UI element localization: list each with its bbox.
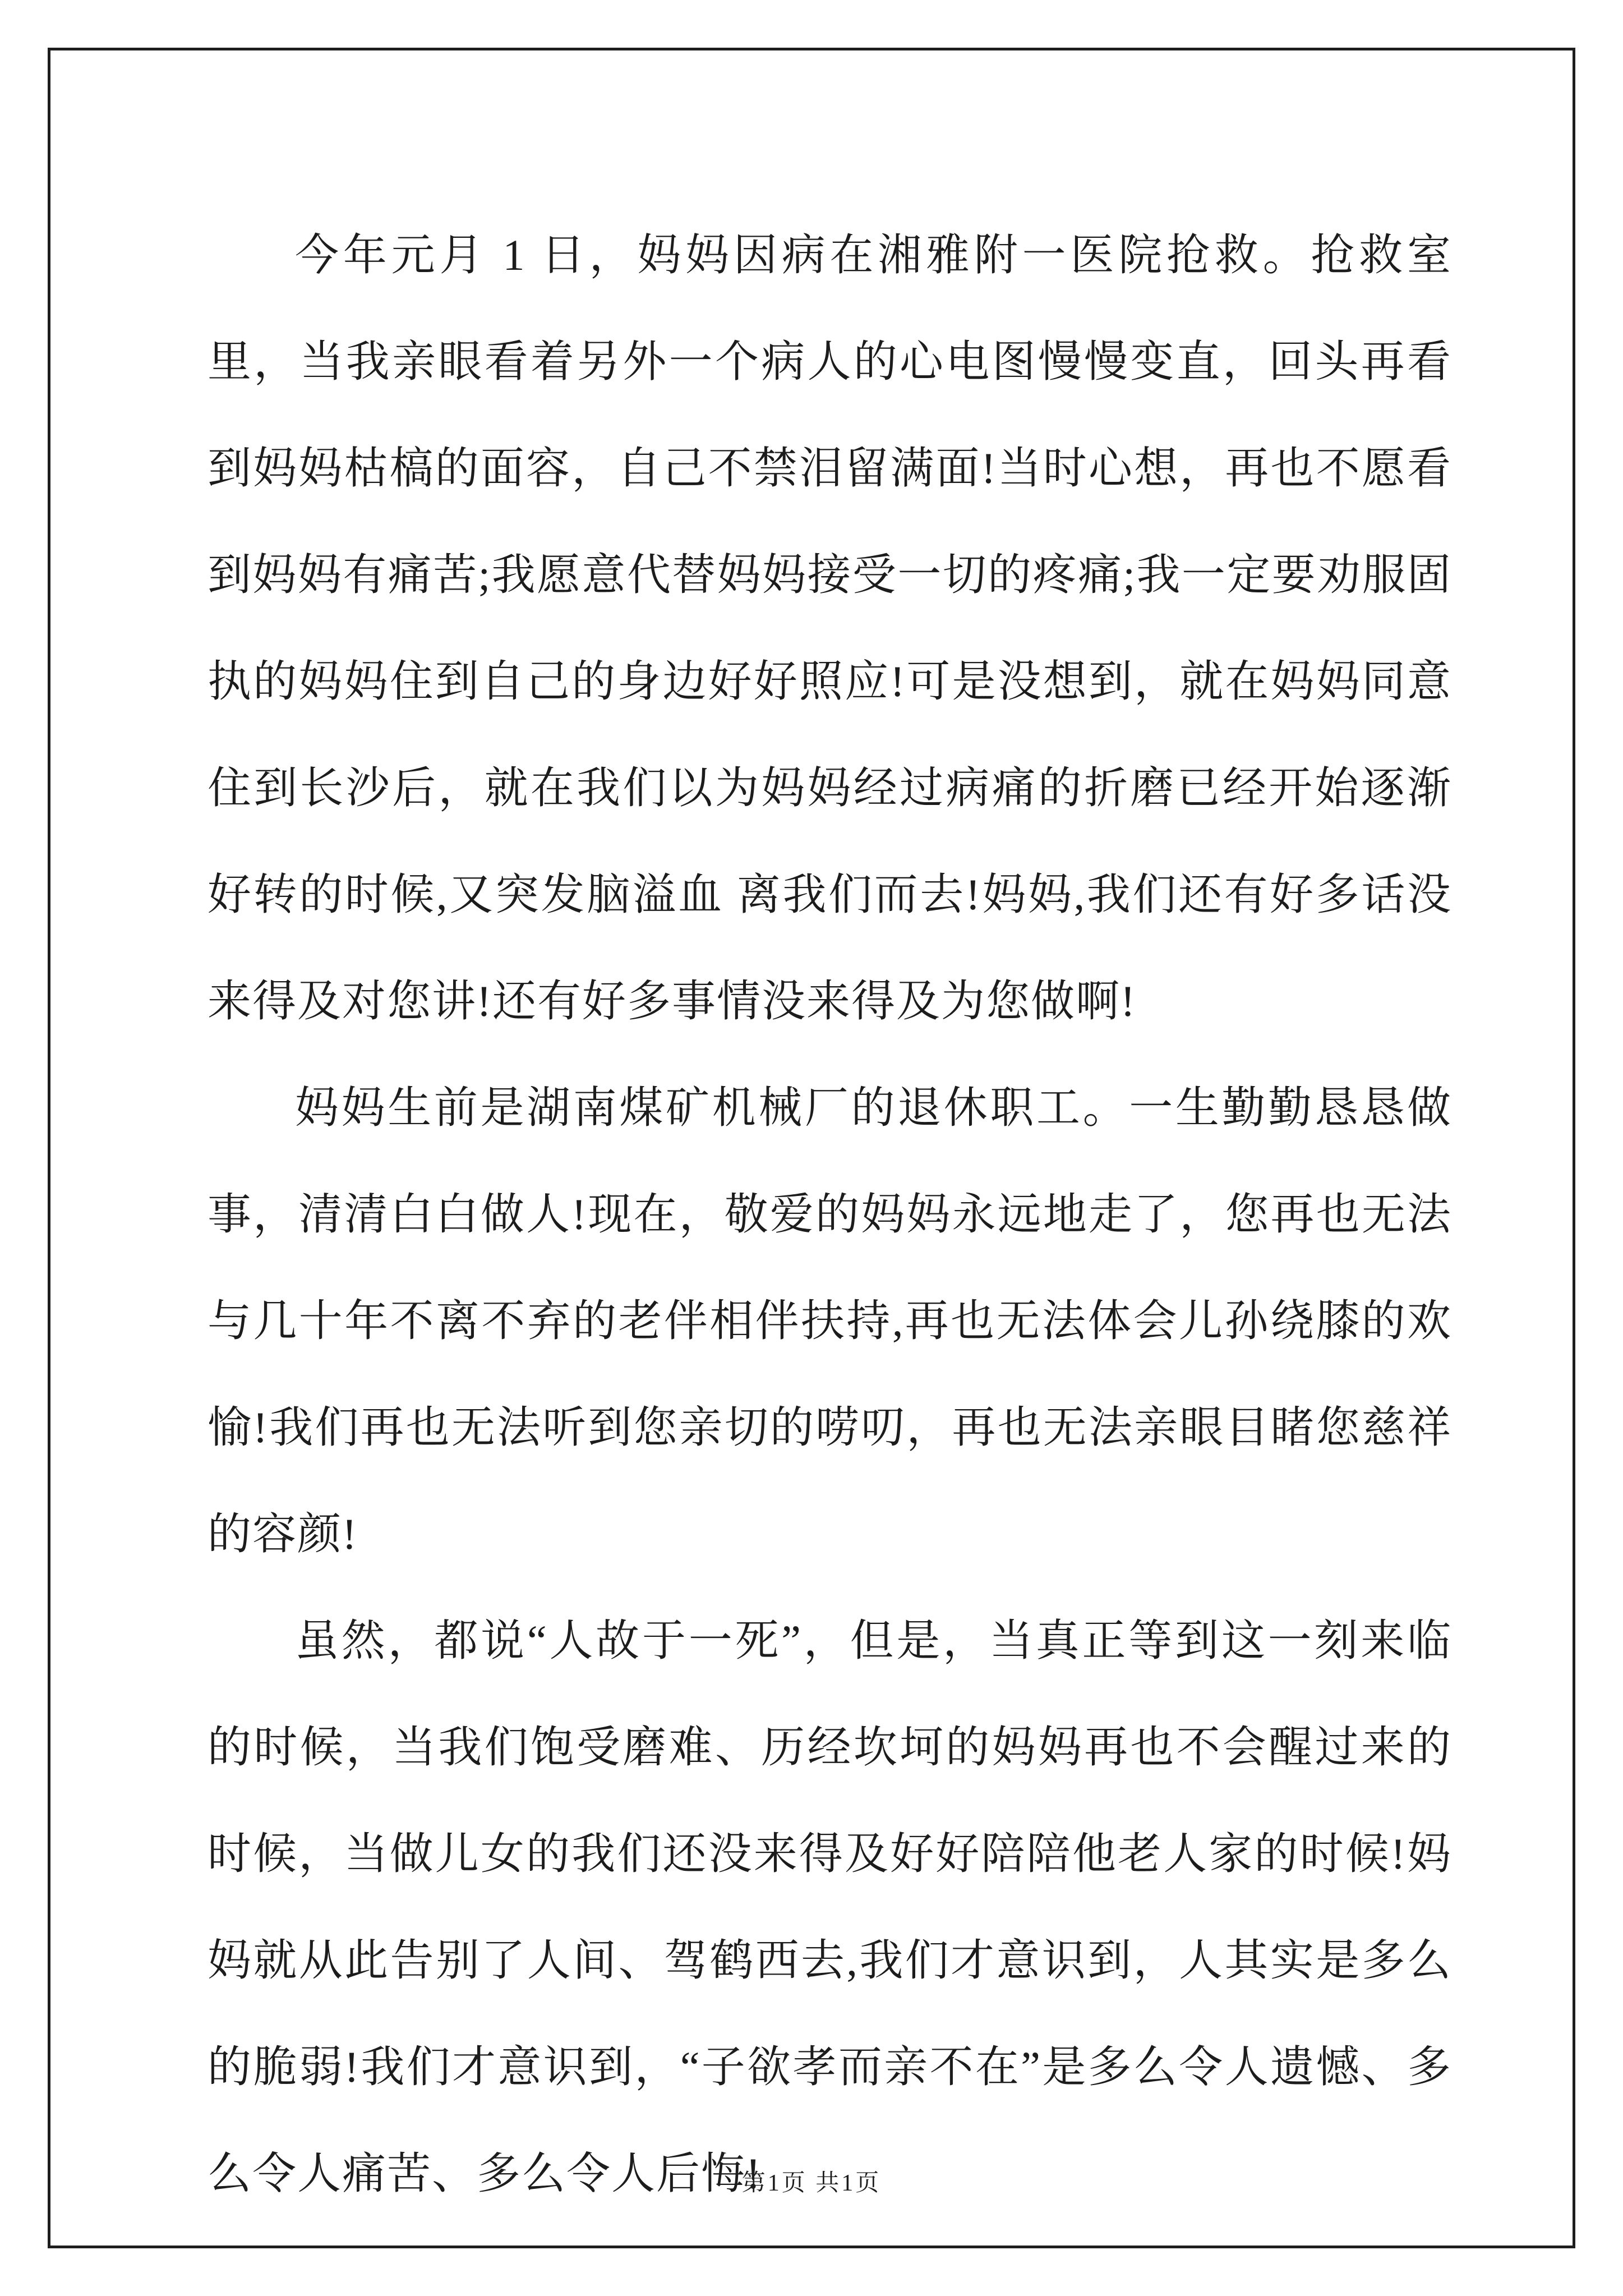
paragraph-3: 虽然，都说“人故于一死”，但是，当真正等到这一刻来临的时候，当我们饱受磨难、历经坎坷的妈妈再也不会醒过来的时候，当做儿女的我们还没来得及好好陪陪他老人家的时候!妈妈就从此告别了人间、驾鹤西去,我们才意识到，人其实是多么的脆弱!我们才意识到，“子欲孝而亲不在”是多么令人遗憾、多么令人痛苦、多么令人后悔! xyxy=(208,1616,1452,2198)
paragraph-2: 妈妈生前是湖南煤矿机械厂的退休职工。一生勤勤恳恳做事，清清白白做人!现在，敬爱的妈妈永远地走了，您再也无法与几十年不离不弃的老伴相伴扶持,再也无法体会儿孙绕膝的欢愉!我们再也无法听到您亲切的唠叨，再也无法亲眼目睹您慈祥的容颜! xyxy=(208,1083,1452,1558)
page-number: 第1页 共1页 xyxy=(741,2170,882,2196)
paragraph-1: 今年元月 1 日，妈妈因病在湘雅附一医院抢救。抢救室里，当我亲眼看着另外一个病人的心电图慢慢变直，回头再看到妈妈枯槁的面容，自己不禁泪留满面!当时心想，再也不愿看到妈妈有痛苦;我愿意代替妈妈接受一切的疼痛;我一定要劝服固执的妈妈住到自己的身边好好照应!可是没想到，就在妈妈同意住到长沙后，就在我们以为妈妈经过病痛的折磨已经开始逐渐好转的时候,又突发脑溢血 离我们而去!妈妈,我们还有好多话没来得及对您讲!还有好多事情没来得及为您做啊! xyxy=(208,231,1452,1025)
document-body xyxy=(208,202,1452,2227)
